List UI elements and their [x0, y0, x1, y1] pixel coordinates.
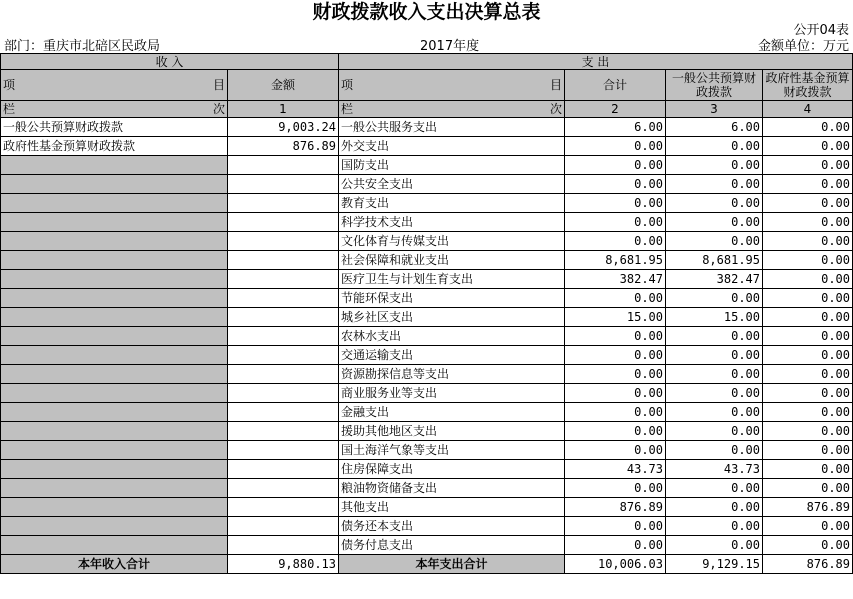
expense-total: 0.00 — [565, 517, 666, 536]
table-row — [1, 308, 853, 327]
expense-total: 0.00 — [565, 175, 666, 194]
expense-total: 0.00 — [565, 441, 666, 460]
table-row — [1, 536, 853, 555]
income-group-header: 收 入 — [1, 54, 339, 70]
expense-general: 8,681.95 — [666, 251, 763, 270]
index-label-left: 栏 — [341, 101, 354, 116]
income-item — [1, 479, 228, 498]
expense-item: 科学技术支出 — [339, 213, 565, 232]
expense-item: 粮油物资储备支出 — [339, 479, 565, 498]
income-item — [1, 270, 228, 289]
table-row — [1, 346, 853, 365]
expense-general: 0.00 — [666, 137, 763, 156]
expense-total: 8,681.95 — [565, 251, 666, 270]
table-row — [1, 517, 853, 536]
expense-general: 0.00 — [666, 213, 763, 232]
income-item: 一般公共预算财政拨款 — [1, 118, 228, 137]
expense-total: 0.00 — [565, 384, 666, 403]
expense-general: 0.00 — [666, 441, 763, 460]
expense-total: 0.00 — [565, 327, 666, 346]
income-item — [1, 536, 228, 555]
table-row — [1, 403, 853, 422]
general-budget-header: 一般公共预算财政拨款 — [666, 70, 763, 101]
income-amount — [228, 251, 339, 270]
expense-total: 0.00 — [565, 422, 666, 441]
expense-fund: 0.00 — [763, 346, 853, 365]
expense-total: 0.00 — [565, 137, 666, 156]
expense-item: 社会保障和就业支出 — [339, 251, 565, 270]
expense-general: 0.00 — [666, 536, 763, 555]
column-index-row — [1, 101, 853, 118]
income-item — [1, 441, 228, 460]
expense-total: 0.00 — [565, 156, 666, 175]
expense-general: 0.00 — [666, 498, 763, 517]
income-amount — [228, 422, 339, 441]
table-row — [1, 441, 853, 460]
income-amount-header: 金额 — [228, 70, 339, 101]
income-item — [1, 156, 228, 175]
expense-item-header — [339, 70, 565, 101]
expense-fund: 0.00 — [763, 384, 853, 403]
income-item — [1, 327, 228, 346]
item-header-left: 项 — [3, 78, 16, 92]
income-item — [1, 251, 228, 270]
expense-total-general: 9,129.15 — [666, 555, 763, 574]
expense-general: 0.00 — [666, 346, 763, 365]
expense-general: 6.00 — [666, 118, 763, 137]
report-meta — [0, 35, 853, 53]
expense-fund: 0.00 — [763, 156, 853, 175]
expense-fund: 0.00 — [763, 327, 853, 346]
expense-total: 0.00 — [565, 479, 666, 498]
table-row — [1, 365, 853, 384]
table-row — [1, 460, 853, 479]
income-item — [1, 175, 228, 194]
table-row — [1, 479, 853, 498]
expense-total: 876.89 — [565, 498, 666, 517]
expense-total: 0.00 — [565, 232, 666, 251]
expense-general: 0.00 — [666, 175, 763, 194]
item-header-right: 目 — [212, 78, 225, 92]
expense-total-label: 本年支出合计 — [339, 555, 565, 574]
expense-general: 0.00 — [666, 232, 763, 251]
expense-item: 农林水支出 — [339, 327, 565, 346]
expense-item: 国土海洋气象等支出 — [339, 441, 565, 460]
table-row — [1, 327, 853, 346]
income-item — [1, 498, 228, 517]
table-row — [1, 137, 853, 156]
expense-general: 0.00 — [666, 327, 763, 346]
expense-fund: 0.00 — [763, 441, 853, 460]
income-item — [1, 517, 228, 536]
table-row — [1, 156, 853, 175]
table-row — [1, 289, 853, 308]
income-item — [1, 460, 228, 479]
expense-general: 0.00 — [666, 517, 763, 536]
expense-item: 债务还本支出 — [339, 517, 565, 536]
expense-fund: 0.00 — [763, 308, 853, 327]
index-label-left: 栏 — [3, 101, 16, 116]
form-number: 公开04表 — [793, 23, 849, 38]
income-amount: 876.89 — [228, 137, 339, 156]
expense-fund: 0.00 — [763, 232, 853, 251]
expense-general: 382.47 — [666, 270, 763, 289]
expense-item: 金融支出 — [339, 403, 565, 422]
expense-fund: 0.00 — [763, 460, 853, 479]
expense-total: 0.00 — [565, 365, 666, 384]
table-row — [1, 384, 853, 403]
expense-general: 0.00 — [666, 289, 763, 308]
income-amount: 9,003.24 — [228, 118, 339, 137]
header-column-row — [1, 70, 853, 101]
header-group-row — [1, 54, 853, 70]
table-row — [1, 498, 853, 517]
expense-item: 外交支出 — [339, 137, 565, 156]
expense-item: 医疗卫生与计划生育支出 — [339, 270, 565, 289]
expense-general: 0.00 — [666, 403, 763, 422]
expense-item: 商业服务业等支出 — [339, 384, 565, 403]
index-label-right: 次 — [212, 101, 225, 116]
expense-fund: 0.00 — [763, 118, 853, 137]
expense-item: 一般公共服务支出 — [339, 118, 565, 137]
income-amount — [228, 194, 339, 213]
amount-unit: 金额单位：万元 — [757, 39, 849, 54]
expense-fund: 0.00 — [763, 213, 853, 232]
expense-fund: 0.00 — [763, 175, 853, 194]
column-index-4: 4 — [763, 101, 853, 118]
expense-item: 教育支出 — [339, 194, 565, 213]
expense-total: 0.00 — [565, 536, 666, 555]
expense-fund: 0.00 — [763, 194, 853, 213]
table-row — [1, 270, 853, 289]
expense-total: 0.00 — [565, 403, 666, 422]
income-item — [1, 384, 228, 403]
income-item-header — [1, 70, 228, 101]
income-item — [1, 194, 228, 213]
expense-general: 0.00 — [666, 156, 763, 175]
expense-fund: 0.00 — [763, 365, 853, 384]
expense-item: 其他支出 — [339, 498, 565, 517]
income-item — [1, 346, 228, 365]
expense-item: 援助其他地区支出 — [339, 422, 565, 441]
expense-total: 0.00 — [565, 346, 666, 365]
expense-total: 382.47 — [565, 270, 666, 289]
fund-budget-header: 政府性基金预算财政拨款 — [763, 70, 853, 101]
expense-item: 节能环保支出 — [339, 289, 565, 308]
budget-table — [0, 53, 853, 574]
expense-total: 15.00 — [565, 308, 666, 327]
expense-fund: 0.00 — [763, 289, 853, 308]
income-amount — [228, 365, 339, 384]
income-amount — [228, 441, 339, 460]
income-item — [1, 232, 228, 251]
expense-general: 0.00 — [666, 479, 763, 498]
income-item — [1, 365, 228, 384]
expense-index-label — [339, 101, 565, 118]
income-total-label: 本年收入合计 — [1, 555, 228, 574]
expense-fund: 0.00 — [763, 270, 853, 289]
income-amount — [228, 327, 339, 346]
expense-fund: 0.00 — [763, 479, 853, 498]
report-title: 财政拨款收入支出决算总表 — [312, 1, 541, 23]
table-row — [1, 194, 853, 213]
expense-group-header: 支 出 — [339, 54, 853, 70]
expense-fund: 0.00 — [763, 422, 853, 441]
income-item — [1, 422, 228, 441]
expense-fund: 0.00 — [763, 137, 853, 156]
column-index-3: 3 — [666, 101, 763, 118]
income-amount — [228, 289, 339, 308]
expense-item: 住房保障支出 — [339, 460, 565, 479]
expense-item: 资源勘探信息等支出 — [339, 365, 565, 384]
department-label: 部门：重庆市北碚区民政局 — [4, 39, 161, 54]
table-row — [1, 175, 853, 194]
income-item — [1, 213, 228, 232]
expense-item: 债务付息支出 — [339, 536, 565, 555]
expense-total: 6.00 — [565, 118, 666, 137]
expense-general: 0.00 — [666, 422, 763, 441]
expense-general: 15.00 — [666, 308, 763, 327]
table-row — [1, 422, 853, 441]
item-header-left: 项 — [341, 78, 354, 92]
table-row — [1, 232, 853, 251]
expense-fund: 0.00 — [763, 536, 853, 555]
column-index-2: 2 — [565, 101, 666, 118]
income-amount — [228, 403, 339, 422]
index-label-right: 次 — [549, 101, 562, 116]
income-amount — [228, 308, 339, 327]
income-total-amount: 9,880.13 — [228, 555, 339, 574]
income-amount — [228, 175, 339, 194]
expense-item: 文化体育与传媒支出 — [339, 232, 565, 251]
income-amount — [228, 346, 339, 365]
income-item — [1, 403, 228, 422]
income-amount — [228, 479, 339, 498]
table-row — [1, 251, 853, 270]
expense-fund: 0.00 — [763, 403, 853, 422]
expense-item: 国防支出 — [339, 156, 565, 175]
expense-general: 0.00 — [666, 384, 763, 403]
income-amount — [228, 270, 339, 289]
expense-total: 0.00 — [565, 289, 666, 308]
expense-fund: 876.89 — [763, 498, 853, 517]
fiscal-year: 2017年度 — [420, 39, 480, 54]
total-header: 合计 — [565, 70, 666, 101]
expense-total-sum: 10,006.03 — [565, 555, 666, 574]
income-item — [1, 308, 228, 327]
expense-item: 交通运输支出 — [339, 346, 565, 365]
income-amount — [228, 460, 339, 479]
income-index-label — [1, 101, 228, 118]
expense-total: 0.00 — [565, 194, 666, 213]
income-item: 政府性基金预算财政拨款 — [1, 137, 228, 156]
item-header-right: 目 — [549, 78, 562, 92]
expense-total: 43.73 — [565, 460, 666, 479]
income-amount — [228, 232, 339, 251]
income-amount — [228, 384, 339, 403]
table-row — [1, 118, 853, 137]
expense-total: 0.00 — [565, 213, 666, 232]
column-index-1: 1 — [228, 101, 339, 118]
income-amount — [228, 498, 339, 517]
expense-item: 公共安全支出 — [339, 175, 565, 194]
totals-row — [1, 555, 853, 574]
expense-item: 城乡社区支出 — [339, 308, 565, 327]
expense-general: 43.73 — [666, 460, 763, 479]
expense-fund: 0.00 — [763, 517, 853, 536]
expense-general: 0.00 — [666, 194, 763, 213]
expense-general: 0.00 — [666, 365, 763, 384]
table-row — [1, 213, 853, 232]
income-amount — [228, 156, 339, 175]
expense-total-fund: 876.89 — [763, 555, 853, 574]
income-amount — [228, 517, 339, 536]
income-item — [1, 289, 228, 308]
expense-fund: 0.00 — [763, 251, 853, 270]
income-amount — [228, 536, 339, 555]
income-amount — [228, 213, 339, 232]
